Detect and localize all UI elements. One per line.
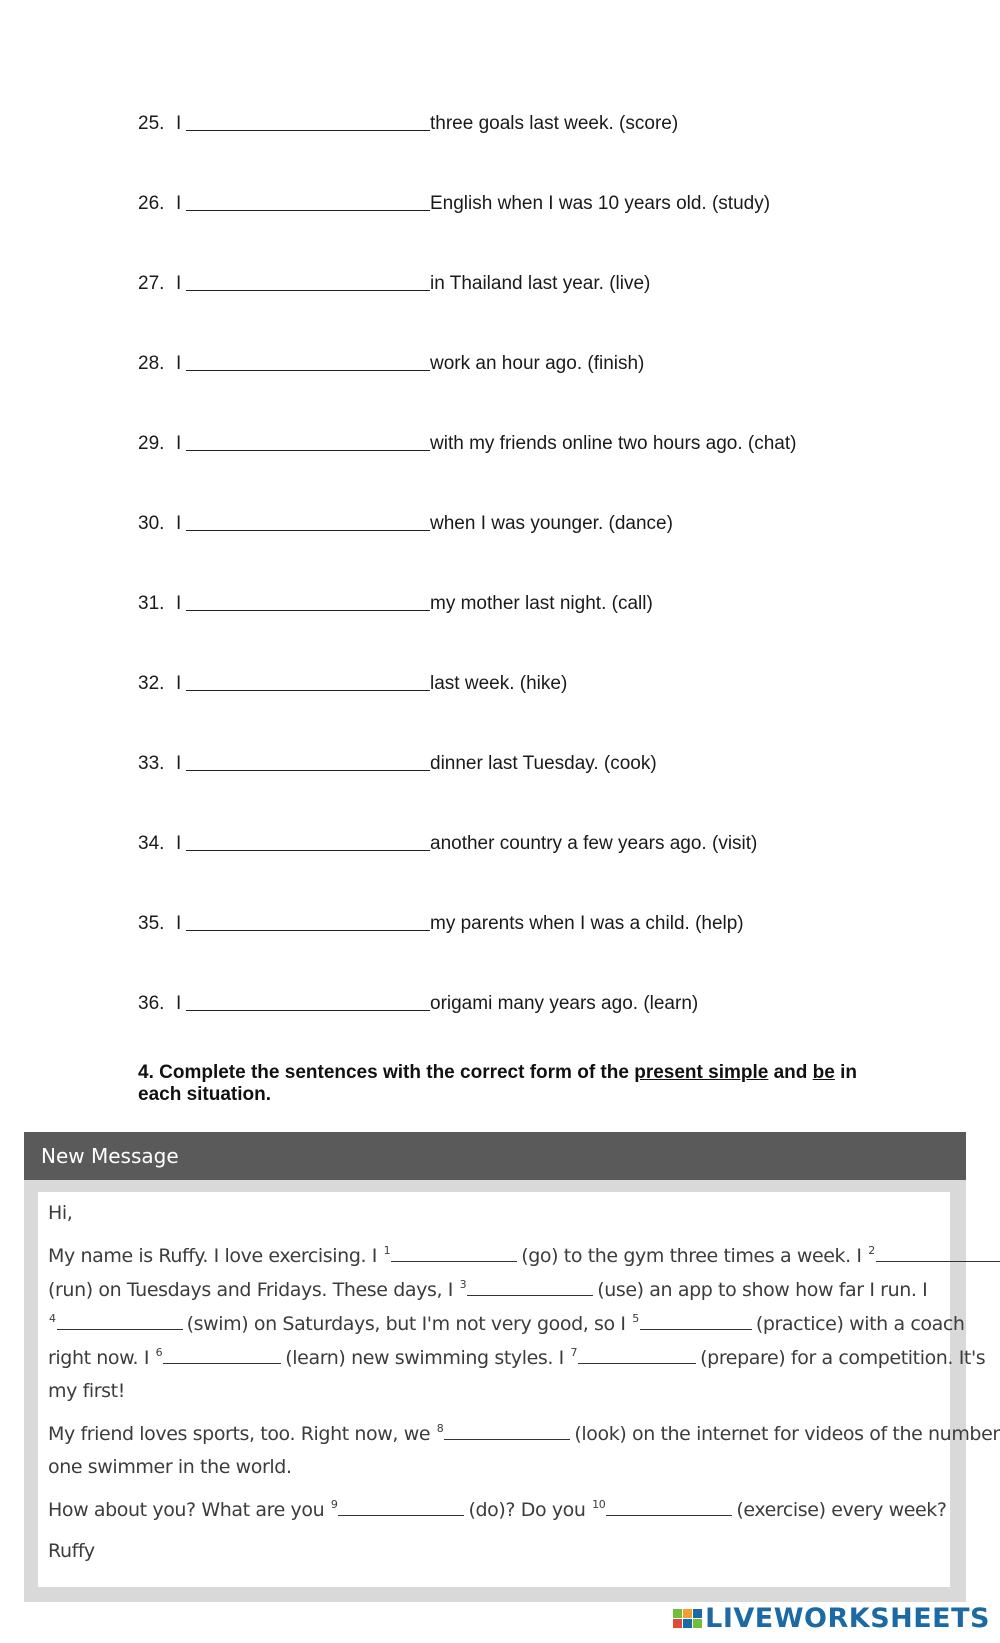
message-greeting: Hi, [48,1202,73,1224]
message-text: (learn) new swimming styles. I [285,1347,570,1369]
gap-number: 1 [383,1244,391,1257]
exercise-subject: I [176,273,182,294]
answer-gap[interactable] [57,1328,183,1330]
exercise-subject: I [176,433,182,454]
message-line [48,1346,985,1369]
answer-gap[interactable] [640,1328,752,1330]
exercise-subject: I [176,113,182,134]
logo-text: LIVEWORKSHEETS [705,1602,990,1634]
answer-blank[interactable] [186,449,430,451]
exercise-text: dinner last Tuesday. (cook) [430,753,657,774]
message-window [24,1132,1000,1602]
exercise-subject: I [176,513,182,534]
exercise-item [138,749,657,775]
message-body [38,1192,1000,1587]
exercise-number: 25. [138,113,165,134]
heading-text: 4. Complete the sentences with the correct form of the [138,1062,635,1083]
exercise-text: in Thailand last year. (live) [430,273,651,294]
message-text: (practice) with a coach [755,1313,965,1335]
exercise-text: my parents when I was a child. (help) [430,913,744,934]
message-line [48,1422,1000,1445]
exercise-text: work an hour ago. (finish) [430,353,645,374]
message-line [48,1244,1000,1267]
heading-text: in each situation. [138,1062,858,1105]
message-line [48,1278,927,1301]
exercise-item [138,909,744,935]
answer-gap[interactable] [606,1514,732,1516]
message-line [48,1312,965,1335]
exercise-number: 29. [138,433,165,454]
gap-number: 7 [570,1346,578,1359]
exercise-item [138,109,678,135]
heading-text: and [768,1062,813,1083]
gap-number: 3 [459,1278,467,1291]
message-text: (do)? Do you [468,1499,592,1521]
answer-blank[interactable] [186,529,430,531]
message-line: one swimmer in the world. [48,1456,292,1478]
gap-number: 9 [330,1498,338,1511]
message-header [24,1132,966,1180]
answer-blank[interactable] [186,369,430,371]
answer-gap[interactable] [163,1362,281,1364]
exercise-item [138,669,567,695]
exercise-number: 26. [138,193,165,214]
message-text: (swim) on Saturdays, but I'm not very good, so I [186,1313,632,1335]
exercise-number: 27. [138,273,165,294]
answer-blank[interactable] [186,609,430,611]
exercise-subject: I [176,353,182,374]
message-text: (run) on Tuesdays and Fridays. These days, I [48,1279,459,1301]
gap-number: 6 [155,1346,163,1359]
message-title: New Message [41,1144,179,1168]
exercise-number: 31. [138,593,165,614]
exercise-text: when I was younger. (dance) [430,513,673,534]
answer-blank[interactable] [186,929,430,931]
answer-blank[interactable] [186,289,430,291]
logo-mark-icon [673,1609,702,1628]
answer-gap[interactable] [444,1438,570,1440]
exercise-number: 33. [138,753,165,774]
exercise-subject: I [176,753,182,774]
heading-underlined-term: present simple [634,1062,769,1083]
exercise-item [138,509,673,535]
answer-blank[interactable] [186,689,430,691]
message-text: (prepare) for a competition. It's [700,1347,986,1369]
answer-gap[interactable] [338,1514,464,1516]
exercise-subject: I [176,193,182,214]
answer-blank[interactable] [186,769,430,771]
liveworksheets-logo [673,1598,990,1638]
exercise-text: another country a few years ago. (visit) [430,833,758,854]
gap-number: 4 [49,1312,56,1325]
message-text: (go) to the gym three times a week. I [521,1245,868,1267]
exercise-subject: I [176,833,182,854]
exercise-subject: I [176,913,182,934]
answer-gap[interactable] [391,1260,517,1262]
message-text: My friend loves sports, too. Right now, we [48,1423,436,1445]
exercise-item [138,269,650,295]
answer-blank[interactable] [186,849,430,851]
message-text: right now. I [48,1347,155,1369]
exercise-text: my mother last night. (call) [430,593,653,614]
exercise-item [138,589,653,615]
exercise-item [138,989,698,1015]
exercise-number: 36. [138,993,165,1014]
exercise-item [138,349,644,375]
exercise-item [138,829,757,855]
exercise-text: last week. (hike) [430,673,568,694]
message-text: My name is Ruffy. I love exercising. I [48,1245,383,1267]
exercise-item [138,189,770,215]
exercise-number: 35. [138,913,165,934]
answer-gap[interactable] [876,1260,1000,1262]
answer-gap[interactable] [578,1362,696,1364]
exercise-text: with my friends online two hours ago. (chat) [430,433,797,454]
heading-underlined-term: be [812,1062,835,1083]
answer-gap[interactable] [467,1294,593,1296]
exercise-number: 32. [138,673,165,694]
answer-blank[interactable] [186,1009,430,1011]
exercise-text: three goals last week. (score) [430,113,679,134]
exercise-number: 34. [138,833,165,854]
answer-blank[interactable] [186,209,430,211]
exercise-subject: I [176,593,182,614]
exercise-text: origami many years ago. (learn) [430,993,699,1014]
message-line [48,1498,947,1521]
exercise-item [138,429,796,455]
exercise-subject: I [176,673,182,694]
message-text: (look) on the internet for videos of the number [574,1423,1000,1445]
message-text: (exercise) every week? [736,1499,947,1521]
exercise-number: 30. [138,513,165,534]
section-heading [138,1062,858,1106]
answer-blank[interactable] [186,129,430,131]
gap-number: 8 [436,1422,444,1435]
gap-number: 2 [868,1244,875,1257]
message-line: my first! [48,1380,125,1402]
exercise-number: 28. [138,353,165,374]
gap-number: 10 [592,1498,606,1511]
message-text: How about you? What are you [48,1499,330,1521]
exercise-text: English when I was 10 years old. (study) [430,193,771,214]
message-text: (use) an app to show how far I run. I [597,1279,928,1301]
message-signature: Ruffy [48,1540,95,1562]
gap-number: 5 [632,1312,639,1325]
exercise-subject: I [176,993,182,1014]
